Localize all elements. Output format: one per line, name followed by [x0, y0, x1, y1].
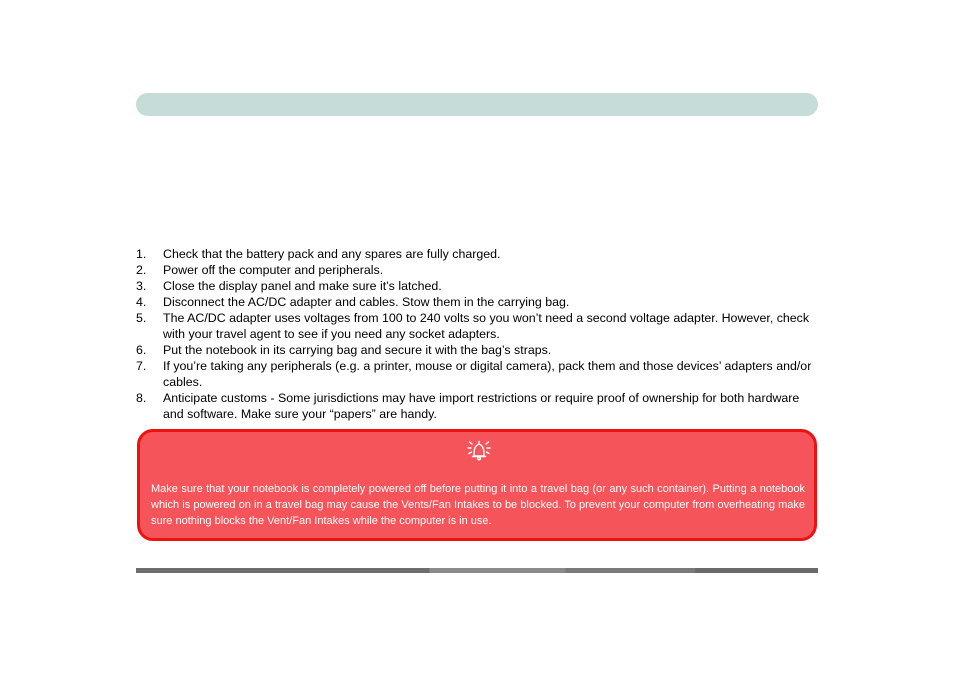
list-item	[136, 246, 818, 262]
step-number: 6.	[136, 343, 147, 357]
list-item	[136, 278, 818, 294]
list-item	[136, 358, 818, 390]
list-item	[136, 262, 818, 278]
step-number: 8.	[136, 391, 147, 405]
step-text: Anticipate customs - Some jurisdictions may have import restrictions or require proof of ownership for both hardware and software. Make sure your “papers” are handy.	[163, 391, 800, 421]
step-number: 2.	[136, 263, 147, 277]
warning-box	[137, 429, 817, 541]
step-number: 3.	[136, 279, 147, 293]
step-text: Check that the battery pack and any spares are fully charged.	[163, 247, 501, 261]
step-text: Close the display panel and make sure it’s latched.	[163, 279, 442, 293]
step-text: If you’re taking any peripherals (e.g. a printer, mouse or digital camera), pack them and those devices’ adapters and/or cables.	[163, 359, 812, 389]
step-number: 1.	[136, 247, 147, 261]
step-text: Disconnect the AC/DC adapter and cables. Stow them in the carrying bag.	[163, 295, 570, 309]
step-number: 5.	[136, 311, 147, 325]
alarm-bell-icon	[465, 438, 493, 462]
list-item	[136, 342, 818, 358]
footer-rule	[136, 568, 818, 573]
list-item	[136, 310, 818, 342]
header-bar	[136, 93, 818, 116]
steps-list	[136, 246, 818, 422]
step-number: 4.	[136, 295, 147, 309]
warning-text: Make sure that your notebook is completely powered off before putting it into a travel bag (or any such container). Putting a notebook which is powered on in a travel bag may cause the Vents/Fan Intakes to be blocked. To prevent your computer from overheating make sure nothing blocks the Vent/Fan Intakes while the computer is in use.	[151, 483, 805, 527]
step-text: Put the notebook in its carrying bag and secure it with the bag’s straps.	[163, 343, 552, 357]
list-item	[136, 390, 818, 422]
list-item	[136, 294, 818, 310]
step-text: The AC/DC adapter uses voltages from 100 to 240 volts so you won’t need a second voltage adapter. However, check with your travel agent to see if you need any socket adapters.	[163, 311, 810, 341]
step-text: Power off the computer and peripherals.	[163, 263, 384, 277]
step-number: 7.	[136, 359, 147, 373]
